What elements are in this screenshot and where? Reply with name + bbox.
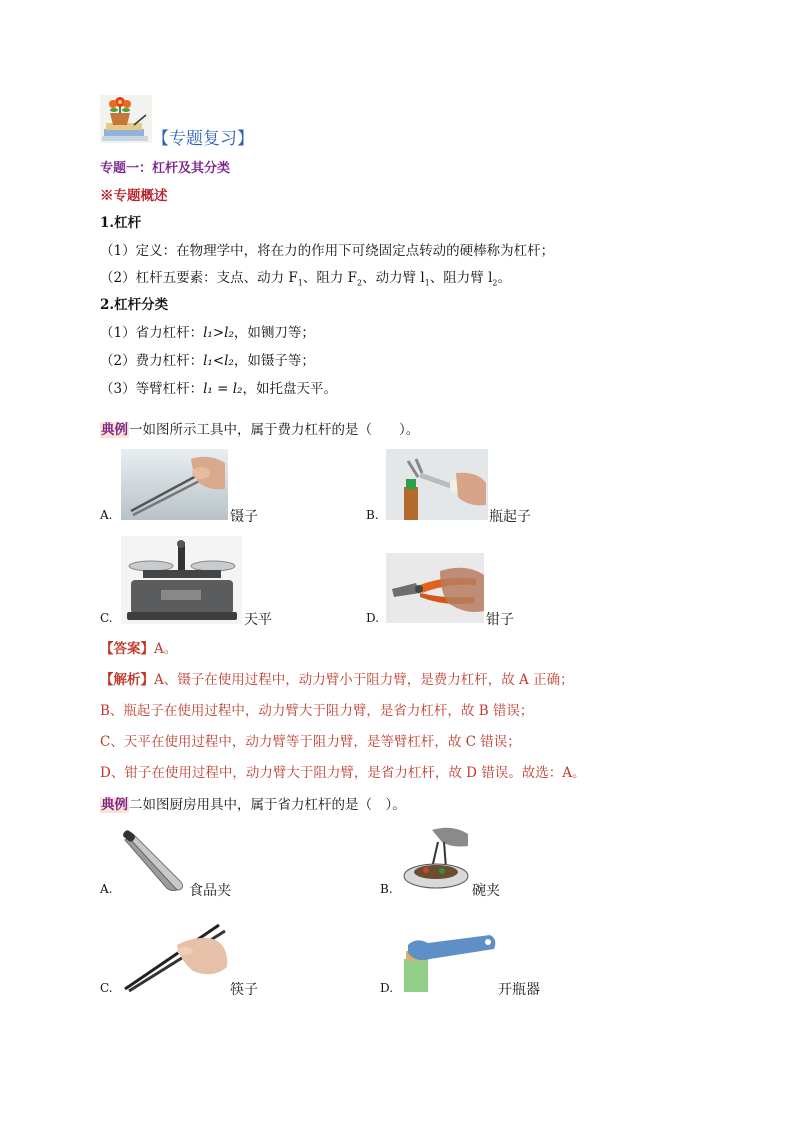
ex1-option-b-letter: B. xyxy=(366,508,379,522)
class-item-2: （2）费力杠杆：l₁<l₂，如镊子等； xyxy=(100,353,315,369)
bowl-clamp-image xyxy=(402,824,470,894)
food-tongs-image xyxy=(121,828,189,894)
analysis-line-2: B、瓶起子在使用过程中，动力臂大于阻力臂，是省力杠杆，故 B 错误； xyxy=(100,703,534,719)
example2-question: 典例二如图厨房用具中，属于省力杠杆的是（ ）。 xyxy=(101,797,406,813)
header-logo xyxy=(100,95,152,143)
overview-heading: ※专题概述 xyxy=(100,188,168,204)
flower-pot-books-icon xyxy=(100,95,152,143)
ex1-option-a-letter: A. xyxy=(100,508,113,522)
ex1-option-d-letter: D. xyxy=(366,611,380,625)
opener-image xyxy=(402,929,498,992)
example2-tag: 典例 xyxy=(101,797,128,813)
analysis-line-1: 【解析】A、镊子在使用过程中，动力臂小于阻力臂，是费力杠杆，故 A 正确； xyxy=(100,672,574,688)
class-item-1: （1）省力杠杆：l₁>l₂，如铡刀等； xyxy=(100,325,315,341)
analysis-tag: 【解析】 xyxy=(100,672,154,688)
lever-elements: （2）杠杆五要素：支点、动力 $F_1$、阻力 $F_2$、动力臂 $l_1$、阻力臂 $l_2$。 xyxy=(100,270,512,288)
ex2-option-d-label: 开瓶器 xyxy=(498,982,540,998)
section-classification-heading: 2.杠杆分类 xyxy=(100,297,169,313)
pliers-image xyxy=(386,553,484,623)
bottle-opener-image xyxy=(386,449,488,520)
ex1-option-c-label: 天平 xyxy=(244,612,272,628)
answer-line: 【答案】A。 xyxy=(100,641,178,657)
ex1-option-c-letter: C. xyxy=(100,611,113,625)
analysis-line-4: D、钳子在使用过程中，动力臂大于阻力臂，是省力杠杆，故 D 错误。故选：A。 xyxy=(100,765,586,781)
lever-definition: （1）定义：在物理学中，将在力的作用下可绕固定点转动的硬棒称为杠杆； xyxy=(100,243,555,259)
answer-tag: 【答案】 xyxy=(100,641,154,657)
balance-image xyxy=(121,536,242,624)
ex2-option-b-label: 碗夹 xyxy=(472,883,500,899)
ex1-option-d-label: 钳子 xyxy=(486,612,514,628)
ex1-option-b-label: 瓶起子 xyxy=(489,509,531,525)
chopsticks-image xyxy=(121,917,229,993)
ex2-option-a-label: 食品夹 xyxy=(189,883,231,899)
ex1-option-a-label: 镊子 xyxy=(230,509,258,525)
topic-title: 专题一：杠杆及其分类 xyxy=(100,161,231,176)
ex2-option-c-label: 筷子 xyxy=(230,982,258,998)
analysis-line-3: C、天平在使用过程中，动力臂等于阻力臂，是等臂杠杆，故 C 错误； xyxy=(100,734,521,750)
ex2-option-d-letter: D. xyxy=(380,981,394,995)
ex2-option-b-letter: B. xyxy=(380,882,393,896)
tweezers-image xyxy=(121,449,228,520)
ex2-option-a-letter: A. xyxy=(100,882,113,896)
class-item-3: （3）等臂杠杆：l₁ = l₂，如托盘天平。 xyxy=(100,381,337,397)
section-lever-heading: 1.杠杆 xyxy=(100,215,142,231)
ex2-option-c-letter: C. xyxy=(100,981,113,995)
page-title: 【专题复习】 xyxy=(152,129,254,149)
example1-question: 典例一如图所示工具中，属于费力杠杆的是（ ）。 xyxy=(101,422,420,438)
example1-tag: 典例 xyxy=(101,422,128,438)
